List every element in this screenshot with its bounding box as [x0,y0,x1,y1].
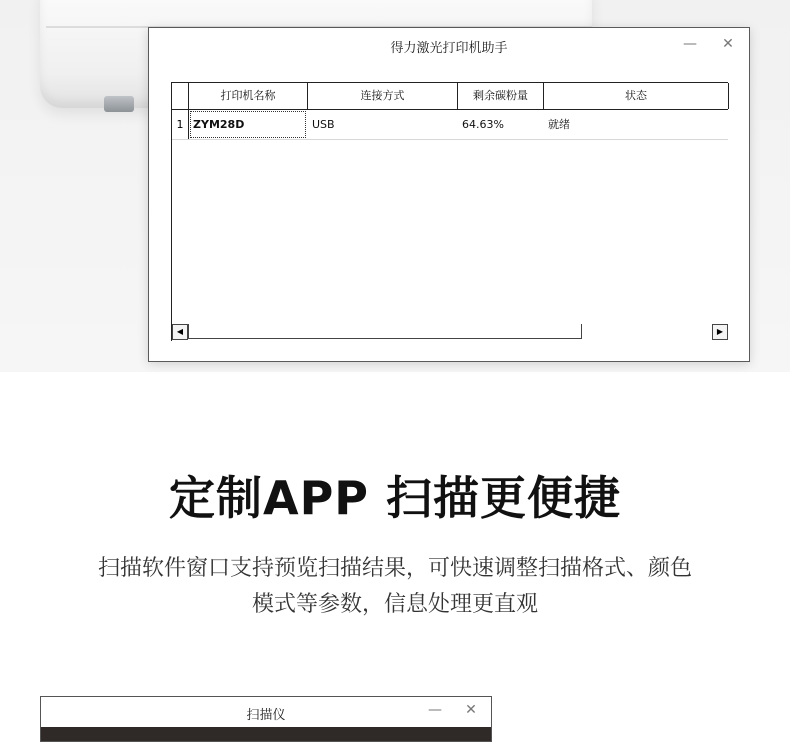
cell-connection[interactable]: USB [312,118,335,131]
row-number: 1 [172,110,189,139]
feature-headline: 定制APP 扫描更便捷 [168,471,622,525]
window-title: 得力激光打印机助手 [390,41,508,56]
column-header-status[interactable]: 状态 [544,83,729,109]
printer-foot [104,96,134,112]
scanner-window-title: 扫描仪 [246,708,286,723]
scroll-right-icon[interactable]: ▶ [712,324,728,340]
printer-assistant-window [148,27,750,362]
row-number-header [172,83,189,109]
minimize-icon[interactable]: — [428,702,442,718]
cell-printer-name[interactable]: ZYM28D [189,110,307,139]
close-icon[interactable]: ✕ [722,36,734,52]
feature-description-line2: 模式等参数，信息处理更直观 [251,592,538,617]
column-header-toner[interactable]: 剩余碳粉量 [458,83,544,109]
table-header [172,83,728,110]
minimize-icon[interactable]: — [683,36,697,52]
scanner-window [40,696,492,742]
cell-toner[interactable]: 64.63% [462,118,504,131]
close-icon[interactable]: ✕ [465,702,477,718]
horizontal-scrollbar[interactable] [172,324,728,340]
scroll-left-icon[interactable]: ◀ [172,324,188,340]
cell-status[interactable]: 就绪 [548,118,570,131]
printer-table [171,82,728,341]
window-titlebar[interactable] [149,28,749,62]
feature-description-line1: 扫描软件窗口支持预览扫描结果，可快速调整扫描格式、颜色 [97,556,692,581]
scanner-preview-area [41,727,491,741]
table-row[interactable] [172,110,728,140]
column-header-printer-name[interactable]: 打印机名称 [189,83,308,109]
scrollbar-thumb[interactable] [188,324,582,339]
column-header-connection[interactable]: 连接方式 [308,83,458,109]
